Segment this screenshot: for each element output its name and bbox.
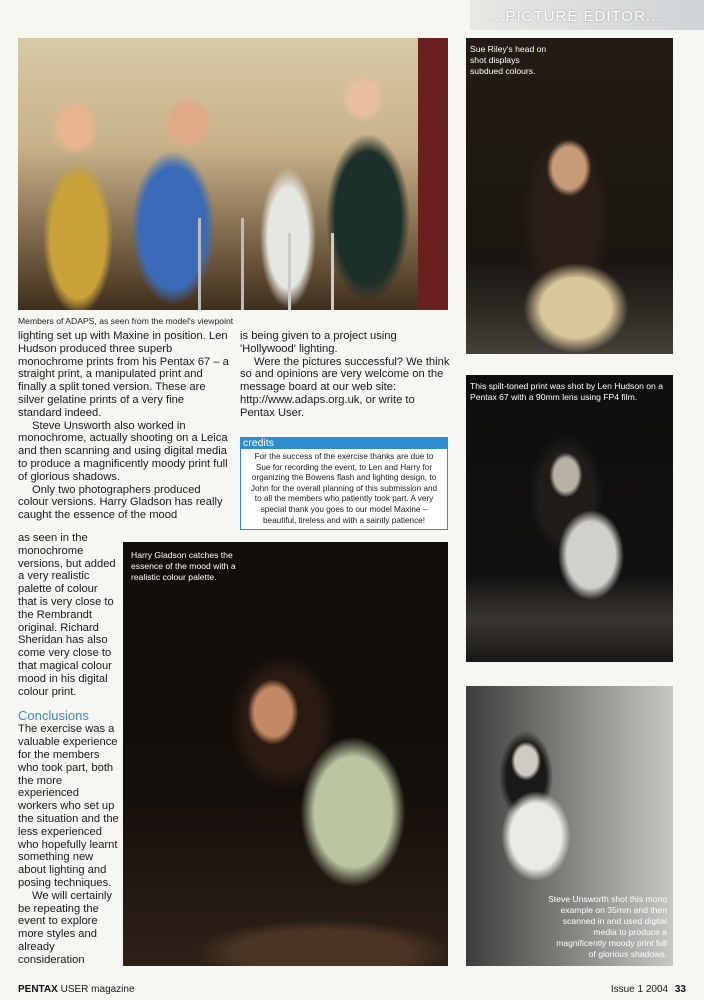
- article-col2-p1: is being given to a project using 'Hollywood' lighting.: [240, 330, 397, 355]
- credits-box: [240, 437, 448, 530]
- footer-magazine: [18, 984, 135, 995]
- len-photo: [466, 375, 673, 662]
- harry-photo-caption: Harry Gladson catches the essence of the mood with a realistic colour palette.: [131, 550, 236, 582]
- footer-issue: [611, 984, 686, 995]
- header-strip: [470, 0, 704, 30]
- article-p3a: Only two photographers produced colour versions. Harry Gladson has really caught the essence of the mood: [18, 483, 223, 522]
- group-photo-caption: Members of ADAPS, as seen from the model's viewpoint: [18, 316, 234, 326]
- article-col1-lower: [18, 532, 119, 967]
- article-col1-top: [18, 330, 229, 522]
- group-photo: [18, 38, 448, 310]
- header-fragment: ...PICTURE EDITOR...: [490, 8, 662, 25]
- steve-photo: [466, 686, 673, 966]
- credits-heading: credits: [240, 437, 448, 449]
- steve-photo-caption: Steve Unsworth shot this mono example on 35mm and then scanned in and used digital media to produce a magnificently moody print full of glorious shadows.: [548, 894, 667, 959]
- sue-photo: [466, 38, 673, 354]
- article-col2: [240, 330, 450, 420]
- footer-magazine-name: USER magazine: [60, 984, 135, 995]
- article-p3b: as seen in the monochrome versions, but added a very realistic palette of colour that is very close to the Rembrandt original. Richard Sheridan has also come very close to that magical colour mood in his digital colour print.: [18, 532, 116, 698]
- sue-photo-caption: Sue Riley's head on shot displays subdued colours.: [470, 44, 547, 76]
- article-p5: We will certainly be repeating the event to explore more styles and already consideration: [18, 889, 112, 966]
- len-photo-caption: This spilt-toned print was shot by Len Hudson on a Pentax 67 with a 90mm lens using FP4 film.: [470, 381, 663, 402]
- footer-page-number: 33: [674, 984, 686, 995]
- article-p2: Steve Unsworth also worked in monochrome, actually shooting on a Leica and then scanning and using digital media to produce a magnificently moody print full of glorious shadows.: [18, 419, 228, 483]
- conclusions-heading: Conclusions: [18, 708, 89, 724]
- article-p1: lighting set up with Maxine in position. Len Hudson produced three superb monochrome prints from his Pentax 67 – a straight print, a manipulated print and finally a split toned version. These are silver gelatine prints of a very fine standard indeed.: [18, 330, 229, 419]
- article-p4: The exercise was a valuable experience for the members who took part, both the more experienced workers who set up the situation and the less experienced who hopefully learnt something new about lighting and posing techniques.: [18, 723, 119, 889]
- article-col2-p2: Were the pictures successful? We think so and opinions are very welcome on the message board at our web site: http://www.adaps.org.uk, or write to Pentax User.: [240, 355, 450, 419]
- harry-photo: [123, 542, 448, 966]
- credits-body: For the success of the exercise thanks are due to Sue for recording the event, to Len and Harry for organizing the Bowens flash and lighting design, to John for the overall planning of this submission and to all the members who patiently took part. A very special thank you goes to our model Maxine – beautiful, tireless and with a saintly patience!: [240, 449, 448, 530]
- footer-issue-text: Issue 1 2004: [610, 984, 669, 995]
- footer-brand: PENTAX: [18, 984, 58, 995]
